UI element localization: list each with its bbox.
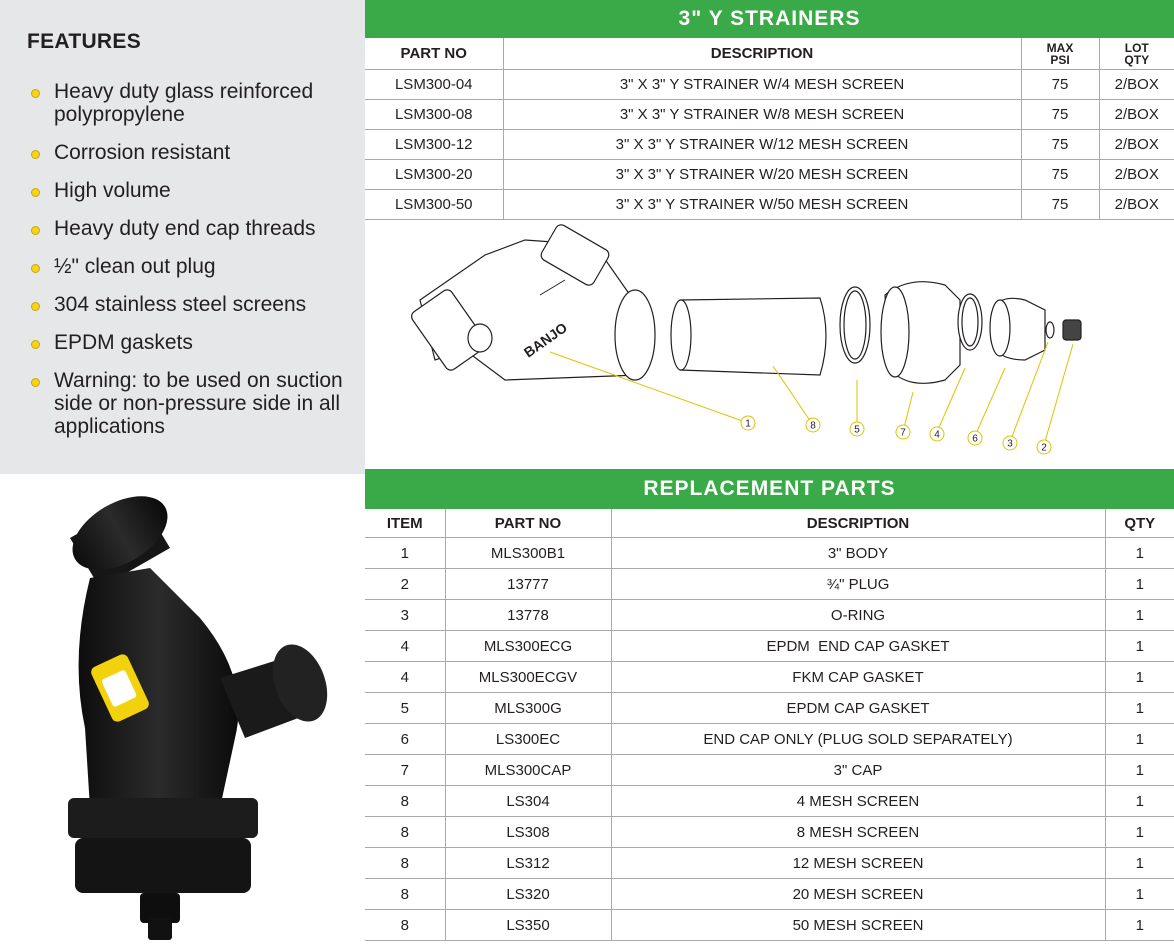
table-row	[365, 600, 1174, 631]
feature-item: Heavy duty end cap threads	[30, 217, 360, 240]
lot-qty-cell: 2/BOX	[1099, 190, 1174, 220]
max-psi-cell: 75	[1021, 190, 1099, 220]
table-row	[365, 786, 1174, 817]
description-cell: END CAP ONLY (PLUG SOLD SEPARATELY)	[611, 724, 1105, 755]
yellow-dot-icon	[31, 264, 40, 273]
brand-label: BANJO	[520, 319, 571, 361]
description-cell: 3" X 3" Y STRAINER W/50 MESH SCREEN	[503, 190, 1021, 220]
item-cell: 1	[365, 538, 445, 569]
table-row	[365, 100, 1174, 130]
lot-qty-cell: 2/BOX	[1099, 70, 1174, 100]
description-cell: 3" CAP	[611, 755, 1105, 786]
col-description: DESCRIPTION	[503, 38, 1021, 70]
description-cell: 4 MESH SCREEN	[611, 786, 1105, 817]
qty-cell: 1	[1105, 631, 1174, 662]
description-cell: 3" X 3" Y STRAINER W/20 MESH SCREEN	[503, 160, 1021, 190]
max-psi-cell: 75	[1021, 100, 1099, 130]
product-photo	[30, 478, 340, 948]
yellow-dot-icon	[31, 150, 40, 159]
part-no-cell: 13777	[445, 569, 611, 600]
item-cell: 8	[365, 848, 445, 879]
lot-qty-cell: 2/BOX	[1099, 160, 1174, 190]
qty-cell: 1	[1105, 910, 1174, 941]
part-no-cell: MLS300CAP	[445, 755, 611, 786]
max-psi-cell: 75	[1021, 70, 1099, 100]
item-cell: 8	[365, 786, 445, 817]
lot-qty-cell: 2/BOX	[1099, 130, 1174, 160]
table-row	[365, 848, 1174, 879]
table-row	[365, 70, 1174, 100]
lot-qty-cell: 2/BOX	[1099, 100, 1174, 130]
description-cell: FKM CAP GASKET	[611, 662, 1105, 693]
feature-item: Corrosion resistant	[30, 141, 360, 164]
table-row	[365, 724, 1174, 755]
part-no-cell: MLS300ECGV	[445, 662, 611, 693]
part-no-cell: MLS300B1	[445, 538, 611, 569]
part-no-cell: MLS300G	[445, 693, 611, 724]
table-header-row	[365, 509, 1174, 538]
table-row	[365, 631, 1174, 662]
part-no-cell: LSM300-12	[365, 130, 503, 160]
table-row	[365, 910, 1174, 941]
strainers-table	[365, 38, 1174, 220]
item-cell: 8	[365, 879, 445, 910]
yellow-dot-icon	[31, 226, 40, 235]
feature-item: High volume	[30, 179, 360, 202]
max-psi-cell: 75	[1021, 130, 1099, 160]
yellow-dot-icon	[31, 302, 40, 311]
part-no-cell: LS350	[445, 910, 611, 941]
callout-6: 6	[972, 433, 978, 445]
item-cell: 4	[365, 662, 445, 693]
table-header-row	[365, 38, 1174, 70]
table-row	[365, 538, 1174, 569]
description-cell: 3" X 3" Y STRAINER W/12 MESH SCREEN	[503, 130, 1021, 160]
features-panel	[0, 0, 365, 474]
callout-5: 5	[854, 424, 860, 436]
strainers-title: 3" Y STRAINERS	[365, 0, 1174, 38]
col-part-no: PART NO	[445, 509, 611, 538]
part-no-cell: LS300EC	[445, 724, 611, 755]
qty-cell: 1	[1105, 569, 1174, 600]
callout-3: 3	[1007, 438, 1013, 450]
qty-cell: 1	[1105, 848, 1174, 879]
table-row	[365, 160, 1174, 190]
feature-item: 304 stainless steel screens	[30, 293, 360, 316]
part-no-cell: LSM300-50	[365, 190, 503, 220]
item-cell: 8	[365, 817, 445, 848]
table-row	[365, 693, 1174, 724]
item-cell: 2	[365, 569, 445, 600]
callout-2: 2	[1041, 442, 1047, 454]
yellow-dot-icon	[31, 340, 40, 349]
replacement-title: REPLACEMENT PARTS	[365, 469, 1174, 509]
yellow-dot-icon	[31, 188, 40, 197]
feature-item: EPDM gaskets	[30, 331, 360, 354]
item-cell: 7	[365, 755, 445, 786]
qty-cell: 1	[1105, 538, 1174, 569]
qty-cell: 1	[1105, 786, 1174, 817]
description-cell: 12 MESH SCREEN	[611, 848, 1105, 879]
item-cell: 4	[365, 631, 445, 662]
description-cell: 8 MESH SCREEN	[611, 817, 1105, 848]
feature-item: Warning: to be used on suction side or non-pressure side in all applications	[30, 369, 360, 438]
part-no-cell: LS320	[445, 879, 611, 910]
table-row	[365, 569, 1174, 600]
qty-cell: 1	[1105, 724, 1174, 755]
col-max-psi: MAX PSI	[1021, 38, 1099, 70]
part-no-cell: LSM300-20	[365, 160, 503, 190]
diagram-parts	[409, 223, 1081, 384]
description-cell: ¾" PLUG	[611, 569, 1105, 600]
yellow-dot-icon	[31, 89, 40, 98]
item-cell: 5	[365, 693, 445, 724]
table-row	[365, 817, 1174, 848]
callout-7: 7	[900, 427, 906, 439]
item-cell: 6	[365, 724, 445, 755]
table-row	[365, 879, 1174, 910]
qty-cell: 1	[1105, 879, 1174, 910]
description-cell: 50 MESH SCREEN	[611, 910, 1105, 941]
table-row	[365, 755, 1174, 786]
part-no-cell: LSM300-08	[365, 100, 503, 130]
table-row	[365, 190, 1174, 220]
qty-cell: 1	[1105, 755, 1174, 786]
callout-1: 1	[745, 418, 751, 430]
part-no-cell: LSM300-04	[365, 70, 503, 100]
qty-cell: 1	[1105, 817, 1174, 848]
description-cell: 20 MESH SCREEN	[611, 879, 1105, 910]
replacement-table	[365, 509, 1174, 941]
item-cell: 8	[365, 910, 445, 941]
features-list	[30, 80, 360, 453]
features-title: FEATURES	[27, 30, 142, 53]
part-no-cell: LS304	[445, 786, 611, 817]
feature-item: Heavy duty glass reinforced polypropylene	[30, 80, 360, 126]
part-no-cell: 13778	[445, 600, 611, 631]
part-no-cell: MLS300ECG	[445, 631, 611, 662]
part-no-cell: LS308	[445, 817, 611, 848]
col-part-no: PART NO	[365, 38, 503, 70]
max-psi-cell: 75	[1021, 160, 1099, 190]
yellow-dot-icon	[31, 378, 40, 387]
part-no-cell: LS312	[445, 848, 611, 879]
item-cell: 3	[365, 600, 445, 631]
table-row	[365, 130, 1174, 160]
qty-cell: 1	[1105, 662, 1174, 693]
callout-8: 8	[810, 420, 816, 432]
feature-item: ½" clean out plug	[30, 255, 360, 278]
table-row	[365, 662, 1174, 693]
col-description: DESCRIPTION	[611, 509, 1105, 538]
col-lot-qty: LOT QTY	[1099, 38, 1174, 70]
col-qty: QTY	[1105, 509, 1174, 538]
description-cell: 3" X 3" Y STRAINER W/4 MESH SCREEN	[503, 70, 1021, 100]
description-cell: EPDM CAP GASKET	[611, 693, 1105, 724]
callout-4: 4	[934, 429, 940, 441]
col-item: ITEM	[365, 509, 445, 538]
description-cell: 3" X 3" Y STRAINER W/8 MESH SCREEN	[503, 100, 1021, 130]
qty-cell: 1	[1105, 693, 1174, 724]
qty-cell: 1	[1105, 600, 1174, 631]
exploded-parts-diagram	[365, 220, 1174, 469]
description-cell: O-RING	[611, 600, 1105, 631]
description-cell: EPDM END CAP GASKET	[611, 631, 1105, 662]
callout-markers	[741, 416, 1051, 454]
description-cell: 3" BODY	[611, 538, 1105, 569]
